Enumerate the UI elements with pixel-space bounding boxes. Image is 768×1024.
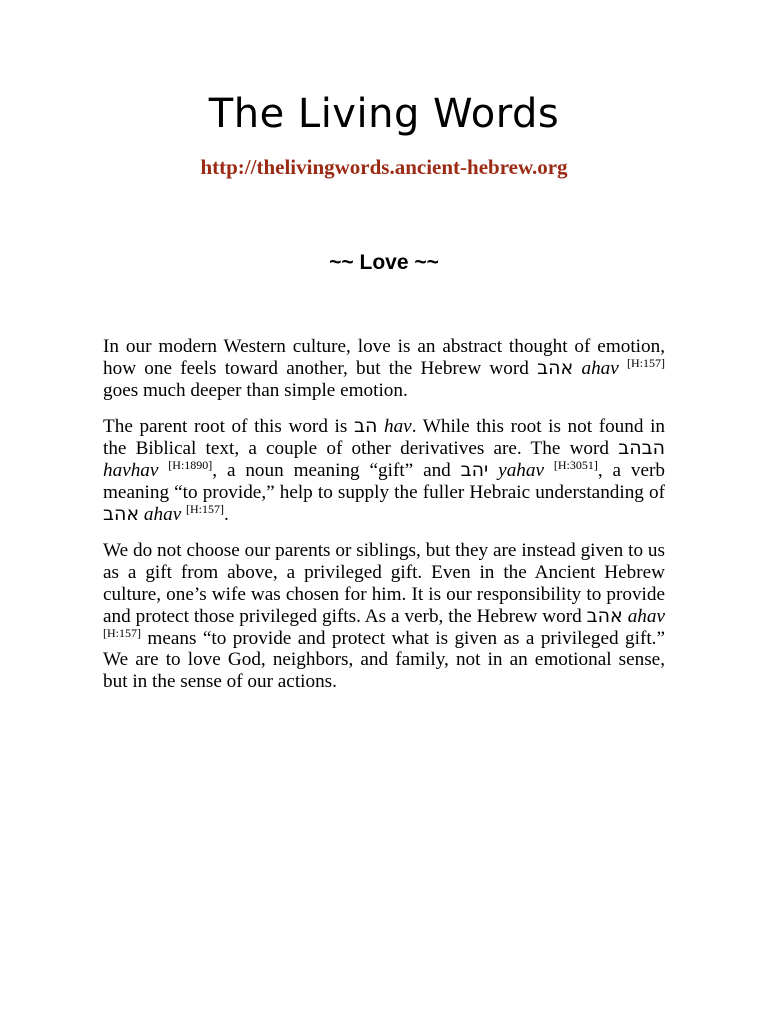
hebrew-word: הבהב <box>618 437 665 460</box>
transliteration: havhav <box>103 459 159 481</box>
paragraph-3 <box>103 540 665 693</box>
transliteration: ahav <box>143 503 182 525</box>
strongs-reference: [H:157] <box>103 625 141 640</box>
transliteration: ahav <box>581 357 619 379</box>
strongs-reference: [H:157] <box>627 355 666 370</box>
article-body <box>103 336 665 708</box>
paragraph-text: In our modern Western culture, love is an abstract thought of emotion, how one feels toward another, but the Hebrew word <box>103 336 665 379</box>
paragraph-text: goes much deeper than simple emotion. <box>103 379 408 401</box>
paragraph-text: We do not choose our parents or siblings, but they are instead given to us as a gift from above, a privileged gift. Even in the Ancient Hebrew culture, one’s wife was chosen for him. It is our responsibility to provide and protect those privileged gifts. As a verb, the Hebrew word <box>103 540 665 627</box>
paragraph-text: . <box>224 503 229 525</box>
hebrew-word: יהב <box>460 458 489 481</box>
hebrew-word: אהב <box>586 604 623 627</box>
strongs-reference: [H:3051] <box>553 457 598 472</box>
hebrew-word: הב <box>353 415 378 438</box>
paragraph-text: means “to provide and protect what is given as a privileged gift.” We are to love God, neighbors, and family, not in an emotional sense, but in the sense of our actions. <box>103 627 665 693</box>
strongs-reference: [H:157] <box>186 501 225 516</box>
paragraph-text: . While this root is not found in the Biblical text, a couple of other derivatives are. The word <box>103 416 666 460</box>
paragraph-text: , a verb meaning “to provide,” help to supply the fuller Hebraic understanding of <box>103 459 666 503</box>
site-url-link[interactable]: http://thelivingwords.ancient-hebrew.org <box>200 155 568 179</box>
page-title: The Living Words <box>208 91 560 137</box>
hebrew-word: אהב <box>103 502 140 525</box>
paragraph-1 <box>103 336 665 401</box>
paragraph-text: The parent root of this word is <box>103 416 354 438</box>
article-subject-heading: ~~ Love ~~ <box>329 251 439 274</box>
transliteration: hav <box>383 416 412 438</box>
hebrew-word: אהב <box>537 356 574 379</box>
strongs-reference: [H:1890] <box>168 457 213 472</box>
paragraph-2 <box>103 416 665 525</box>
paragraph-text: , a noun meaning “gift” and <box>212 459 461 481</box>
transliteration: ahav <box>627 605 666 627</box>
transliteration: yahav <box>498 459 544 481</box>
